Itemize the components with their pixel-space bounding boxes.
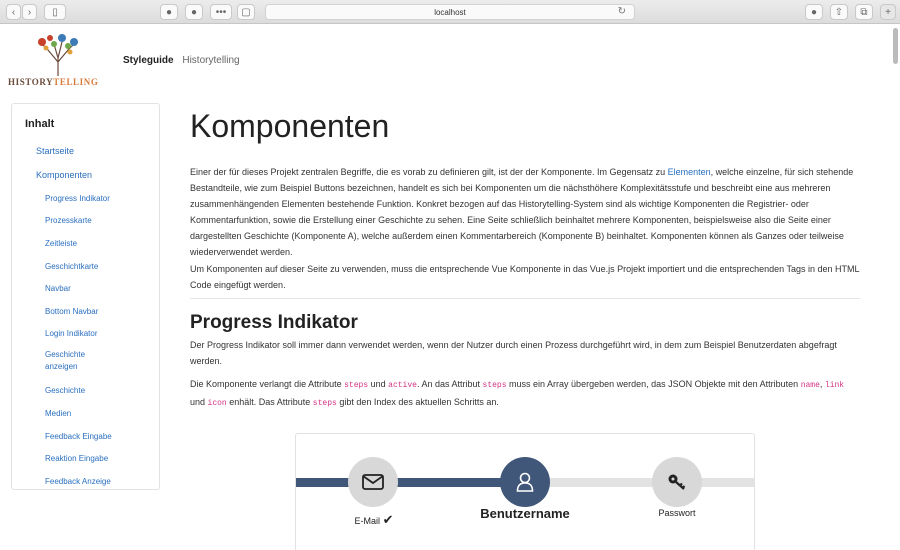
check-icon: ✔ — [382, 512, 394, 527]
nav-historytelling[interactable]: Historytelling — [182, 55, 240, 66]
back-button[interactable]: ‹ — [6, 4, 21, 20]
step-benutzername[interactable] — [500, 457, 550, 507]
step-email-label: E-Mail ✔ — [354, 512, 394, 527]
sidebar-title: Inhalt — [25, 118, 55, 130]
sidebar-item-medien[interactable]: Medien — [45, 409, 72, 418]
step-passwort-label: Passwort — [658, 508, 696, 518]
section-paragraph-2: Die Komponente verlangt die Attribute steps und active. An das Attribut steps muss ein Array übergeben werden, das JSON Objekte mit den Attributen name, link und icon enhält. Das Attribute steps gibt den Index des aktuellen Schritts an. — [190, 379, 845, 408]
sidebar-item-progress-indikator[interactable]: Progress Indikator — [45, 194, 110, 203]
intro-paragraph: Einer der für dieses Projekt zentralen Begriffe, die es vorab zu definieren gilt, ist der der Komponente. Im Gegensatz zu Elementen, welche einzelne, für sich stehende Bestandteile, wie zum Beispiel Buttons bezeichnen, handelt es sich bei Komponenten um die nächsthöhere Komplexitätsstufe und beschreibt eine aus mehreren zusammenhängenden Elementen bestehende Funktion. Konkret bezogen auf das Historytelling-System sind als wichtige Komponenten die Registrier- oder Kommentarfunktion, sowie die Erstellung einer Geschichte zu sehen. Eine Seite schließlich beinhaltet mehrere Komponenten, beispielsweise also die Seite einer dargestellten Geschichte (Komponente A), welche außerdem einen Kommentarbereich (Komponente B) beinhaltet. Komponenten können als Ganzes oder teilweise wiederverwendet werden. — [190, 167, 854, 257]
tabs-icon[interactable]: ⧉ — [855, 4, 873, 20]
browser-toolbar — [0, 0, 900, 24]
key-icon — [667, 473, 687, 491]
forward-button[interactable]: › — [22, 4, 37, 20]
progress-track-remaining — [522, 478, 755, 487]
sidebar-toggle-icon[interactable]: ▯ — [44, 4, 66, 20]
password-icon[interactable]: ••• — [210, 4, 232, 20]
top-nav — [123, 55, 240, 66]
logo-text: HISTORYTELLING — [8, 77, 99, 87]
step-email[interactable] — [348, 457, 398, 507]
url-bar[interactable] — [265, 4, 635, 20]
sidebar-item-startseite[interactable]: Startseite — [36, 146, 75, 156]
section-title: Progress Indikator — [190, 312, 358, 333]
shield-icon[interactable]: ● — [160, 4, 178, 20]
sidebar-item-geschichtkarte[interactable]: Geschichtkarte — [45, 262, 99, 271]
sidebar-item-bottom-navbar[interactable]: Bottom Navbar — [45, 307, 99, 316]
sidebar-item-feedback-eingabe[interactable]: Feedback Eingabe — [45, 432, 112, 441]
progress-track-done — [296, 478, 522, 487]
sidebar-item-navbar[interactable]: Navbar — [45, 284, 71, 293]
step-passwort[interactable] — [652, 457, 702, 507]
url-text: localhost — [434, 7, 466, 17]
usage-paragraph: Um Komponenten auf dieser Seite zu verwenden, muss die entsprechende Vue Komponente in das Vue.js Projekt importiert und die entsprechenden Tags in den HTML Code eingefügt werden. — [190, 264, 860, 290]
scrollbar[interactable] — [893, 28, 898, 64]
page-title: Komponenten — [190, 108, 390, 144]
progress-indicator-demo — [295, 433, 755, 550]
new-tab-icon[interactable]: + — [880, 4, 896, 20]
sidebar-item-feedback-anzeige[interactable]: Feedback Anzeige — [45, 477, 111, 486]
sidebar — [11, 103, 160, 490]
sidebar-item-komponenten[interactable]: Komponenten — [36, 170, 93, 180]
tree-logo-icon — [10, 32, 110, 77]
reload-icon[interactable]: ↻ — [617, 6, 626, 17]
sidebar-item-zeitleiste[interactable]: Zeitleiste — [45, 239, 78, 248]
user-icon — [516, 472, 534, 492]
section-paragraph-1: Der Progress Indikator soll immer dann verwendet werden, wenn der Nutzer durch einen Prozess durchgeführt wird, in dem zum Beispiel Benutzerdaten abgefragt werden. — [190, 340, 837, 366]
sidebar-item-geschichte-anzeigen[interactable]: Geschichte anzeigen — [45, 350, 86, 371]
sidebar-item-login-indikator[interactable]: Login Indikator — [45, 329, 98, 338]
nav-styleguide[interactable]: Styleguide — [123, 55, 174, 66]
sidebar-item-reaktion-eingabe[interactable]: Reaktion Eingabe — [45, 454, 109, 463]
share-icon[interactable]: ⇧ — [830, 4, 848, 20]
envelope-icon — [362, 474, 384, 490]
page-icon[interactable]: ▢ — [237, 4, 255, 20]
section-divider — [190, 298, 860, 299]
elementen-link[interactable]: Elementen — [667, 167, 711, 177]
sidebar-item-prozesskarte[interactable]: Prozesskarte — [45, 216, 92, 225]
step-benutzername-label: Benutzername — [480, 506, 570, 521]
downloads-icon[interactable]: ● — [805, 4, 823, 20]
sidebar-item-geschichte[interactable]: Geschichte — [45, 386, 86, 395]
extension-icon[interactable]: ● — [185, 4, 203, 20]
